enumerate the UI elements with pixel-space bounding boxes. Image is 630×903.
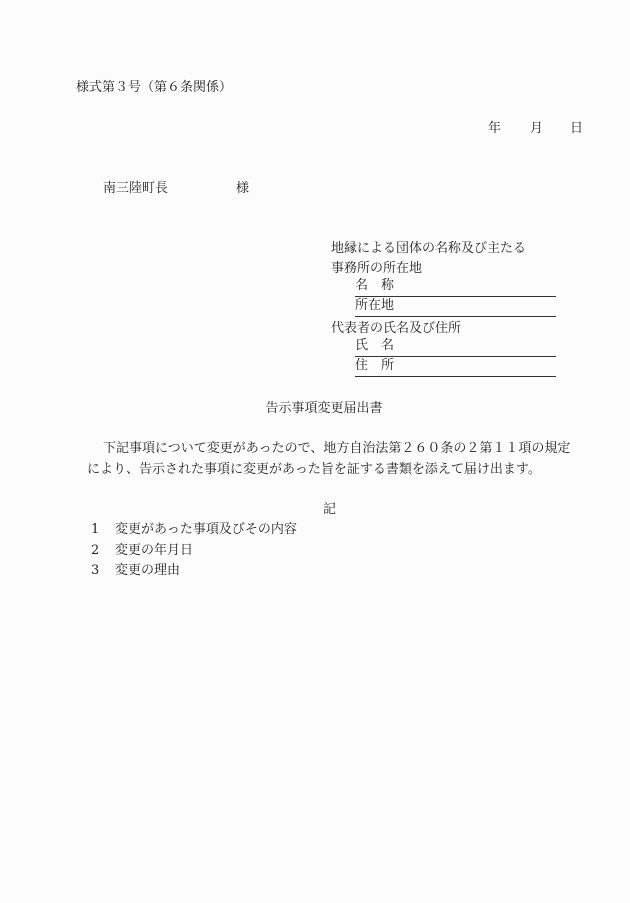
list-item <box>91 563 180 579</box>
date-day-label: 日 <box>570 121 584 136</box>
rep-address-field[interactable] <box>355 358 556 377</box>
org-name-field[interactable] <box>355 278 556 297</box>
list-item-number: 2 <box>91 543 100 558</box>
addressee-honorific: 様 <box>236 181 250 196</box>
list-item <box>91 522 297 538</box>
list-item-text: 変更の理由 <box>115 563 181 578</box>
org-name-label: 名 称 <box>355 278 395 293</box>
list-item-text: 変更の年月日 <box>115 543 194 558</box>
document-title-text: 告示事項変更届出書 <box>265 401 383 416</box>
body-text-line1: 下記事項について変更があったので、地方自治法第２６０条の２第１１項の規定 <box>103 441 571 456</box>
document-title <box>0 401 630 417</box>
rep-name-field[interactable] <box>355 338 556 357</box>
org-heading-line1: 地縁による団体の名称及び主たる <box>331 241 527 256</box>
list-item-number: 1 <box>91 522 100 537</box>
rep-address-label: 住 所 <box>355 358 395 373</box>
representative-heading: 代表者の氏名及び住所 <box>331 321 462 336</box>
list-item-number: 3 <box>91 563 100 578</box>
list-item <box>91 543 193 559</box>
rep-name-label: 氏 名 <box>355 338 395 353</box>
ki-heading: 記 <box>323 502 337 517</box>
date-year-label: 年 <box>488 121 502 136</box>
org-address-field[interactable] <box>355 298 556 317</box>
org-address-label: 所在地 <box>355 298 395 313</box>
org-heading-line2: 事務所の所在地 <box>331 261 423 276</box>
date-month-label: 月 <box>530 121 544 136</box>
form-number: 様式第３号（第６条関係） <box>76 80 233 95</box>
addressee-name: 南三陸町長 <box>103 181 169 196</box>
list-item-text: 変更があった事項及びその内容 <box>115 522 297 537</box>
body-text-line2: により、告示された事項に変更があった旨を証する書類を添えて届け出ます。 <box>87 462 541 477</box>
